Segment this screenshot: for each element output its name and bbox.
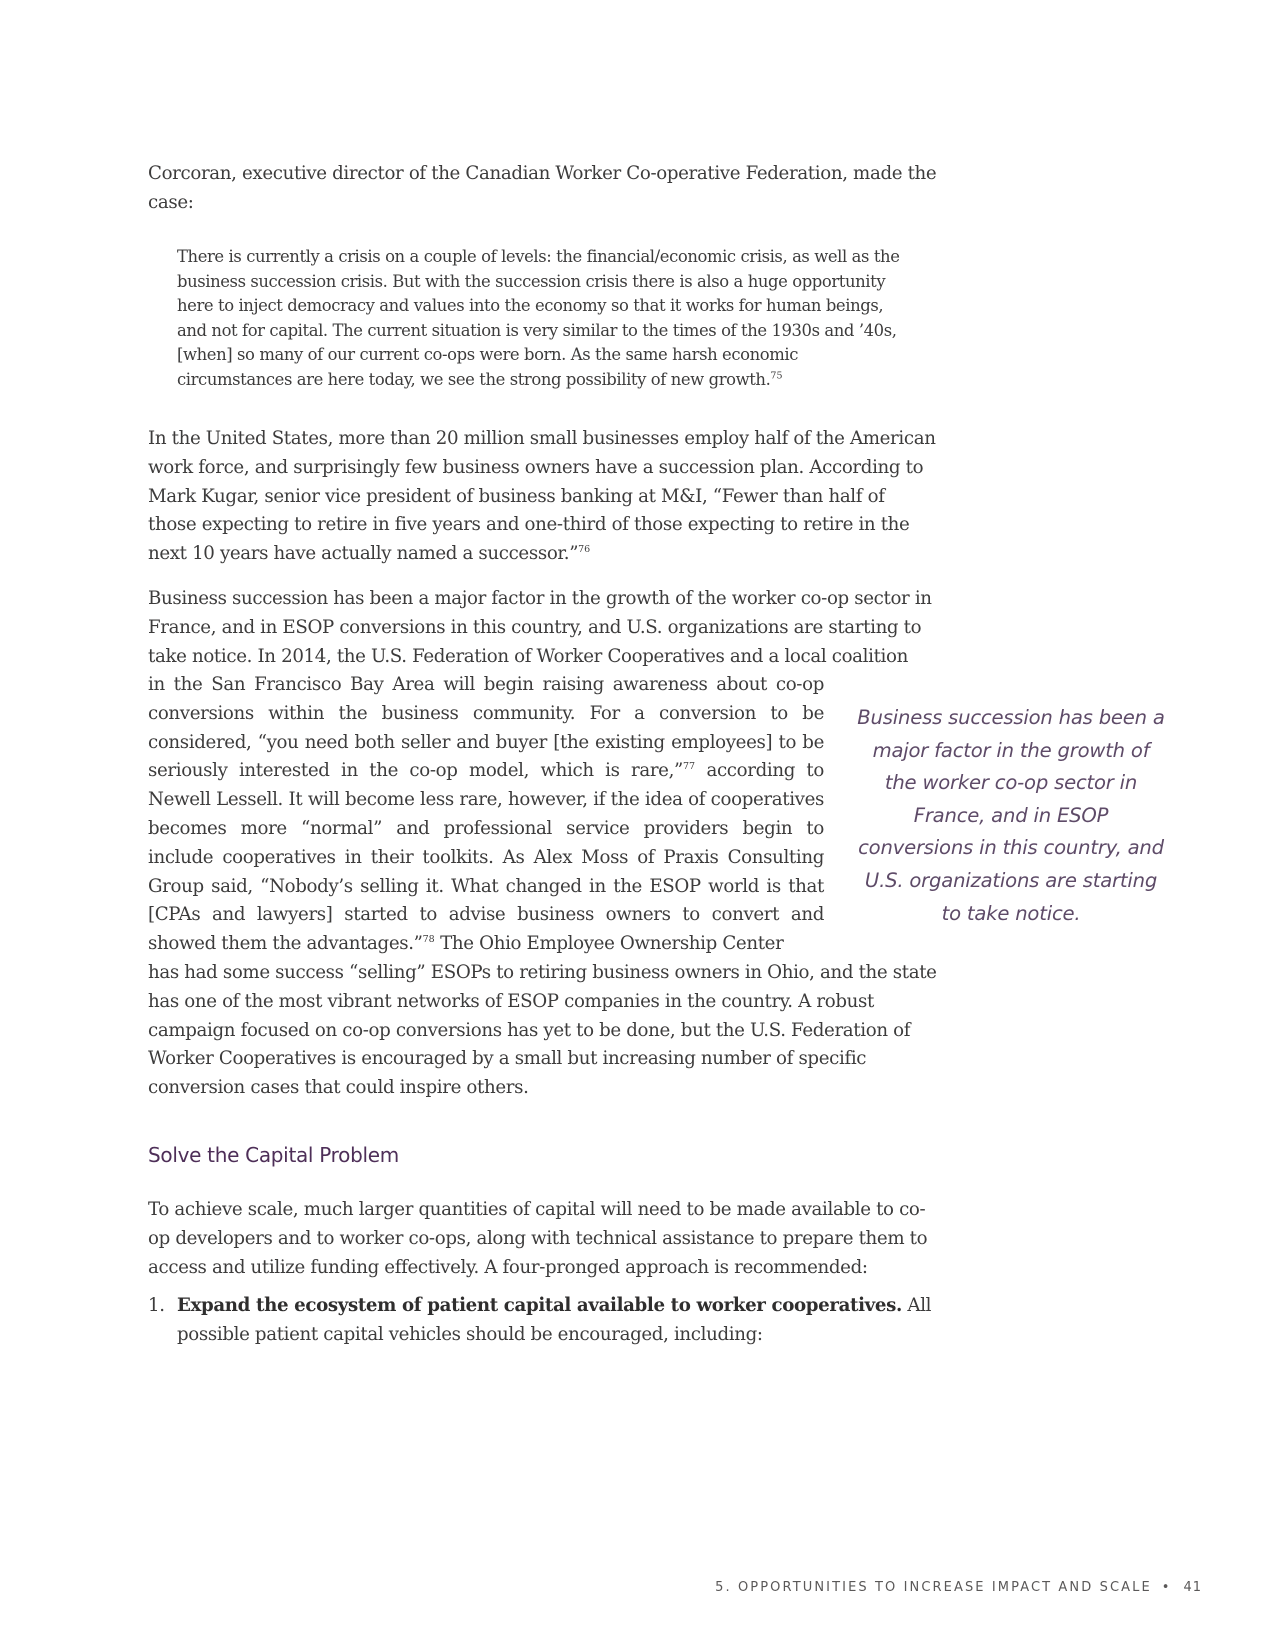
- footer-chapter-title: 5. OPPORTUNITIES TO INCREASE IMPACT AND SCALE: [715, 1580, 1152, 1595]
- list-number: 1.: [148, 1295, 165, 1316]
- section-heading: Solve the Capital Problem: [148, 1143, 399, 1167]
- paragraph-united-states: [148, 425, 938, 569]
- paragraph-succession-part1: [148, 585, 938, 671]
- footer-bullet-icon: •: [1161, 1580, 1170, 1595]
- paragraph-text: Business succession has been a major factor in the growth of the worker co-op sector in France, and in ESOP conversions in this country, and U.S. organizations are starting to take notice. In 2014, the U.S. Federation of Worker Cooperatives and a local coalition: [148, 588, 932, 667]
- intro-text: Corcoran, executive director of the Canadian Worker Co-operative Federation, made the case:: [148, 163, 937, 213]
- paragraph-text: according to Newell Lessell. It will become less rare, however, if the idea of cooperatives becomes more “normal” and professional service providers begin to include cooperatives in their toolkits. As Alex Moss of Praxis Consulting Group said, “Nobody’s selling it. What changed in the ESOP world is that [CPAs and lawyers] started to advise business owners to convert and showed them the advantages.”: [148, 760, 824, 955]
- paragraph-succession-part2: [148, 671, 824, 959]
- paragraph-text: in the San Francisco Bay Area will begin raising awareness about co-op conversions within the business community. For a conversion to be considered, “you need both seller and buyer [the existing employees] to be seriously interested in the co-op model, which is rare,”: [148, 674, 824, 782]
- paragraph-text: To achieve scale, much larger quantities of capital will need to be made available to co-op developers and to worker co-ops, along with technical assistance to prepare them to access and utilize funding effectively. A four-pronged approach is recommended:: [148, 1199, 928, 1278]
- paragraph-text: The Ohio Employee Ownership Center: [434, 933, 784, 955]
- intro-paragraph: [148, 160, 938, 218]
- section-intro-paragraph: [148, 1196, 938, 1282]
- paragraph-text: In the United States, more than 20 million small businesses employ half of the American work force, and surprisingly few business owners have a succession plan. According to Mark Kugar, senior vice president of business banking at M&I, “Fewer than half of those expecting to retire in five years and one-third of those expecting to retire in the next 10 years have actually named a successor.”: [148, 428, 936, 565]
- list-item: [148, 1292, 938, 1350]
- paragraph-text: has had some success “selling” ESOPs to retiring business owners in Ohio, and the state has one of the most vibrant networks of ESOP companies in the country. A robust campaign focused on co-op conversions has yet to be done, but the U.S. Federation of Worker Cooperatives is encouraged by a small but increasing number of specific conversion cases that could inspire others.: [148, 962, 937, 1099]
- paragraph-succession-part3: [148, 959, 938, 1103]
- footnote-ref-75[interactable]: 75: [770, 370, 783, 382]
- pull-quote: [855, 702, 1167, 930]
- page-footer: [715, 1580, 1202, 1595]
- recommendation-list: [148, 1292, 938, 1350]
- blockquote-text: There is currently a crisis on a couple of levels: the financial/economic crisis, as well as the business succession crisis. But with the succession crisis there is also a huge opportunity here to inject democracy and values into the economy so that it works for human beings, and not for capital. The current situation is very similar to the times of the 1930s and ’40s, [when] so many of our current co-ops were born. As the same harsh economic circumstances are here today, we see the strong possibility of new growth.: [177, 247, 900, 389]
- pull-quote-text: Business succession has been a major factor in the growth of the worker co-op sector in France, and in ESOP conversions in this country, and U.S. organizations are starting to take notice.: [857, 706, 1165, 925]
- page-number: 41: [1183, 1580, 1202, 1595]
- list-item-text: All possible patient capital vehicles should be encouraged, including:: [177, 1295, 932, 1345]
- blockquote: [177, 245, 917, 393]
- list-item-lead: Expand the ecosystem of patient capital available to worker cooperatives.: [177, 1295, 902, 1316]
- footnote-ref-76[interactable]: 76: [578, 544, 591, 556]
- footnote-ref-78[interactable]: 78: [422, 934, 435, 946]
- footnote-ref-77[interactable]: 77: [682, 761, 696, 773]
